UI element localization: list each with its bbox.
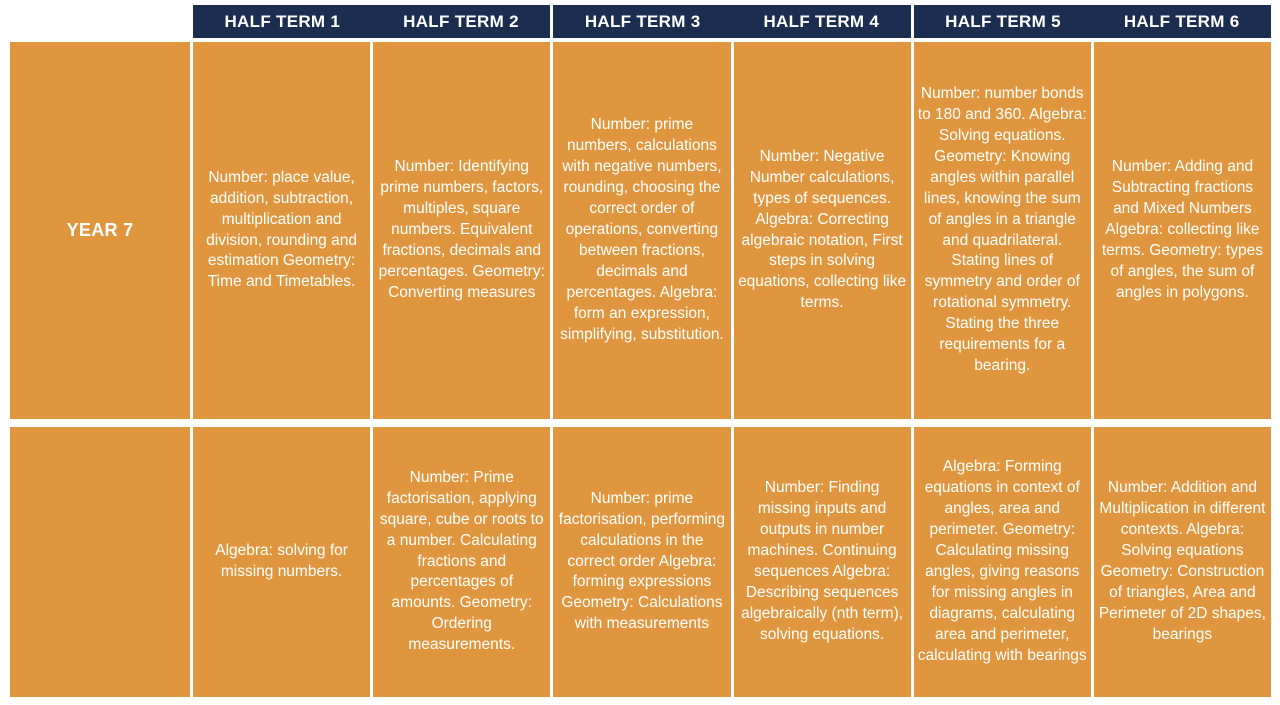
column-header-half-term-4: HALF TERM 4 [763, 11, 880, 31]
curriculum-cell-y7b-term5: Algebra: Forming equations in context of angles, area and perimeter. Geometry: Calculating missing angles, giving reasons for missing angles in diagrams, calculating area and perimeter, calculating with bearings [914, 427, 1091, 697]
header-corner-spacer [10, 5, 190, 38]
curriculum-cell-y7a-term1: Number: place value, addition, subtraction, multiplication and division, rounding and estimation Geometry: Time and Timetables. [193, 42, 370, 419]
year-7-row-label: YEAR 7 [10, 42, 190, 419]
year-row-label-empty [10, 427, 190, 697]
curriculum-cell-y7b-term2: Number: Prime factorisation, applying square, cube or roots to a number. Calculating fractions and percentages of amounts. Geometry: Ordering measurements. [373, 427, 550, 697]
curriculum-cell-y7b-term3: Number: prime factorisation, performing calculations in the correct order Algebra: forming expressions Geometry: Calculations with measurements [553, 427, 730, 697]
column-header-half-term-5: HALF TERM 5 [945, 11, 1061, 31]
curriculum-cell-y7a-term4: Number: Negative Number calculations, types of sequences. Algebra: Correcting algebraic notation, First steps in solving equations, collecting like terms. [734, 42, 911, 419]
curriculum-cell-y7b-term4: Number: Finding missing inputs and outputs in number machines. Continuing sequences Algebra: Describing sequences algebraically (nth term), solving equations. [734, 427, 911, 697]
header-group-terms-1-2 [193, 5, 550, 38]
curriculum-cell-y7b-term6: Number: Addition and Multiplication in different contexts. Algebra: Solving equations Geometry: Construction of triangles, Area and Perimeter of 2D shapes, bearings [1094, 427, 1271, 697]
curriculum-cell-y7a-term6: Number: Adding and Subtracting fractions and Mixed Numbers Algebra: collecting like terms. Geometry: types of angles, the sum of angles in polygons. [1094, 42, 1271, 419]
header-group-terms-5-6 [914, 5, 1271, 38]
curriculum-cell-y7a-term2: Number: Identifying prime numbers, factors, multiples, square numbers. Equivalent fractions, decimals and percentages. Geometry: Converting measures [373, 42, 550, 419]
column-header-half-term-3: HALF TERM 3 [584, 11, 701, 31]
curriculum-cell-y7a-term5: Number: number bonds to 180 and 360. Algebra: Solving equations. Geometry: Knowing angles within parallel lines, knowing the sum of angles in a triangle and quadrilateral. Stating lines of symmetry and order of rotational symmetry. Stating the three requirements for a bearing. [914, 42, 1091, 419]
curriculum-cell-y7b-term1: Algebra: solving for missing numbers. [193, 427, 370, 697]
column-header-half-term-1: HALF TERM 1 [224, 11, 341, 31]
header-group-terms-3-4 [553, 5, 910, 38]
curriculum-cell-y7a-term3: Number: prime numbers, calculations with negative numbers, rounding, choosing the correct order of operations, converting between fractions, decimals and percentages. Algebra: form an expression, simplifying, substitution. [553, 42, 730, 419]
column-header-half-term-2: HALF TERM 2 [403, 11, 519, 31]
column-header-half-term-6: HALF TERM 6 [1123, 11, 1240, 31]
